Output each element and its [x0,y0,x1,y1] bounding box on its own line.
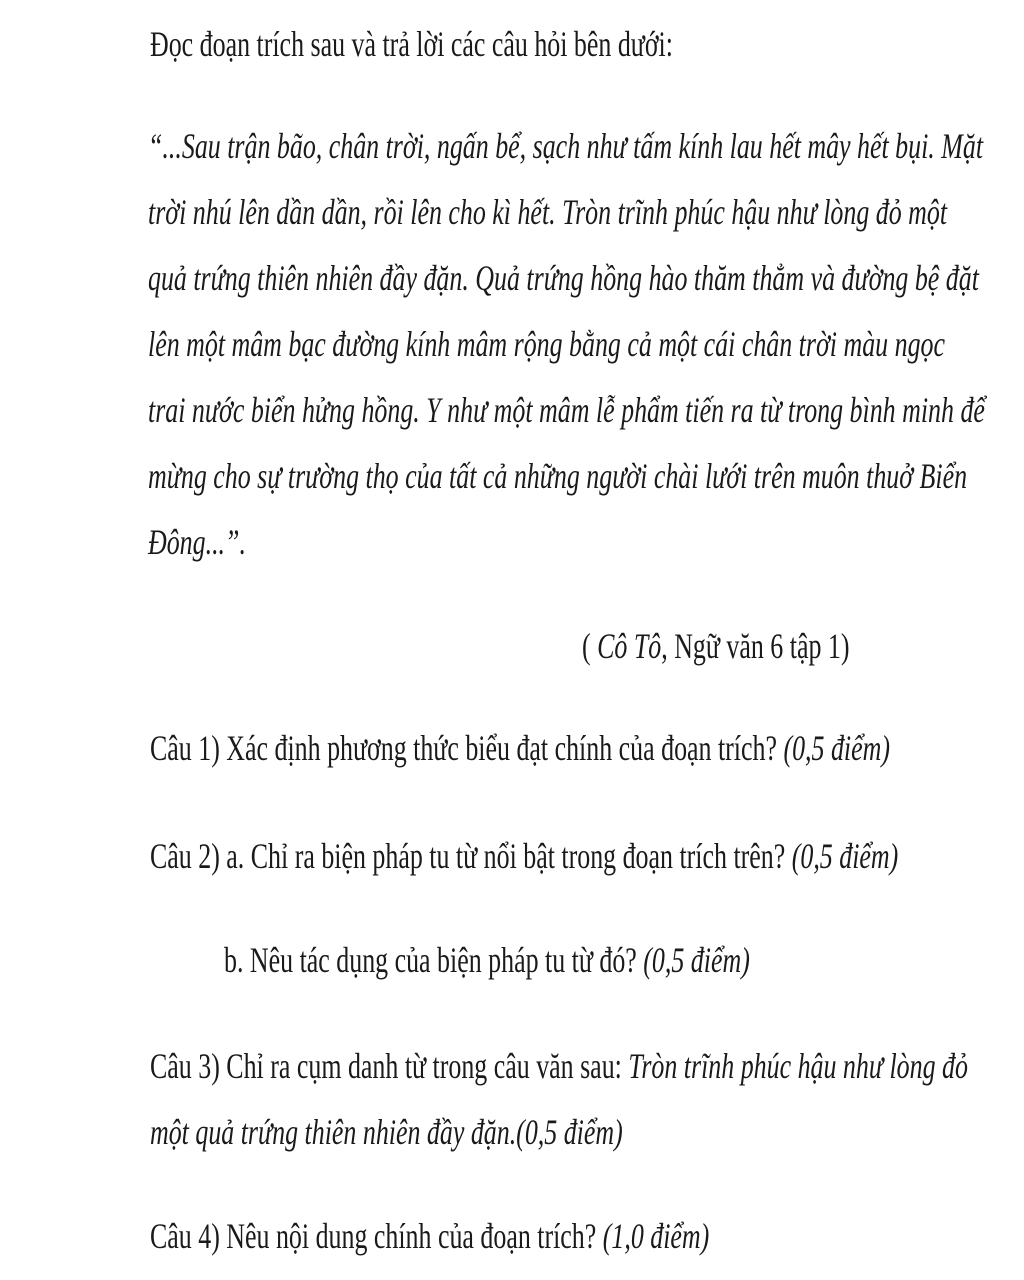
question-2b-text: b. Nêu tác dụng của biện pháp tu từ đó? [224,940,644,980]
question-2a-score: (0,5 điểm) [791,836,899,876]
source-rest: , Ngữ văn 6 tập 1) [661,626,850,666]
question-3-text: Câu 3) Chỉ ra cụm danh từ trong câu văn sau: [150,1046,629,1086]
question-4 [150,1214,709,1258]
question-3 [150,1044,968,1088]
question-1-score: (0,5 điểm) [783,728,891,768]
question-2a [150,834,898,878]
question-4-score: (1,0 điểm) [602,1216,710,1256]
source-open: ( [582,626,598,666]
passage-line: “...Sau trận bão, chân trời, ngấn bể, sạch như tấm kính lau hết mây hết bụi. Mặt [148,126,984,166]
passage-line: Đông...”. [148,522,246,562]
question-4-text: Câu 4) Nêu nội dung chính của đoạn trích? [150,1216,603,1256]
question-3-quote-continued: một quả trứng thiên nhiên đầy đặn.(0,5 điểm) [150,1112,623,1152]
question-2a-text: Câu 2) a. Chỉ ra biện pháp tu từ nổi bật trong đoạn trích trên? [150,836,792,876]
passage-line: mừng cho sự trường thọ của tất cả những người chài lưới trên muôn thuở Biển [148,456,968,496]
question-1 [150,726,890,770]
instruction-text: Đọc đoạn trích sau và trả lời các câu hỏi bên dưới: [150,24,673,64]
source-citation [582,624,849,668]
passage-line: trai nước biển hửng hồng. Y như một mâm lễ phẩm tiến ra từ trong bình minh để [148,390,985,430]
question-2b-score: (0,5 điểm) [643,940,750,980]
question-3-quote: Tròn trĩnh phúc hậu như lòng đỏ [628,1046,968,1086]
question-1-text: Câu 1) Xác định phương thức biểu đạt chính của đoạn trích? [150,728,784,768]
passage-line: lên một mâm bạc đường kính mâm rộng bằng cả một cái chân trời màu ngọc [148,324,945,364]
question-2b [224,938,750,982]
passage-line: trời nhú lên dần dần, rồi lên cho kì hết. Tròn trĩnh phúc hậu như lòng đỏ một [148,192,948,232]
source-work-title: Cô Tô [597,626,662,666]
passage-line: quả trứng thiên nhiên đầy đặn. Quả trứng hồng hào thăm thẳm và đường bệ đặt [148,258,979,298]
